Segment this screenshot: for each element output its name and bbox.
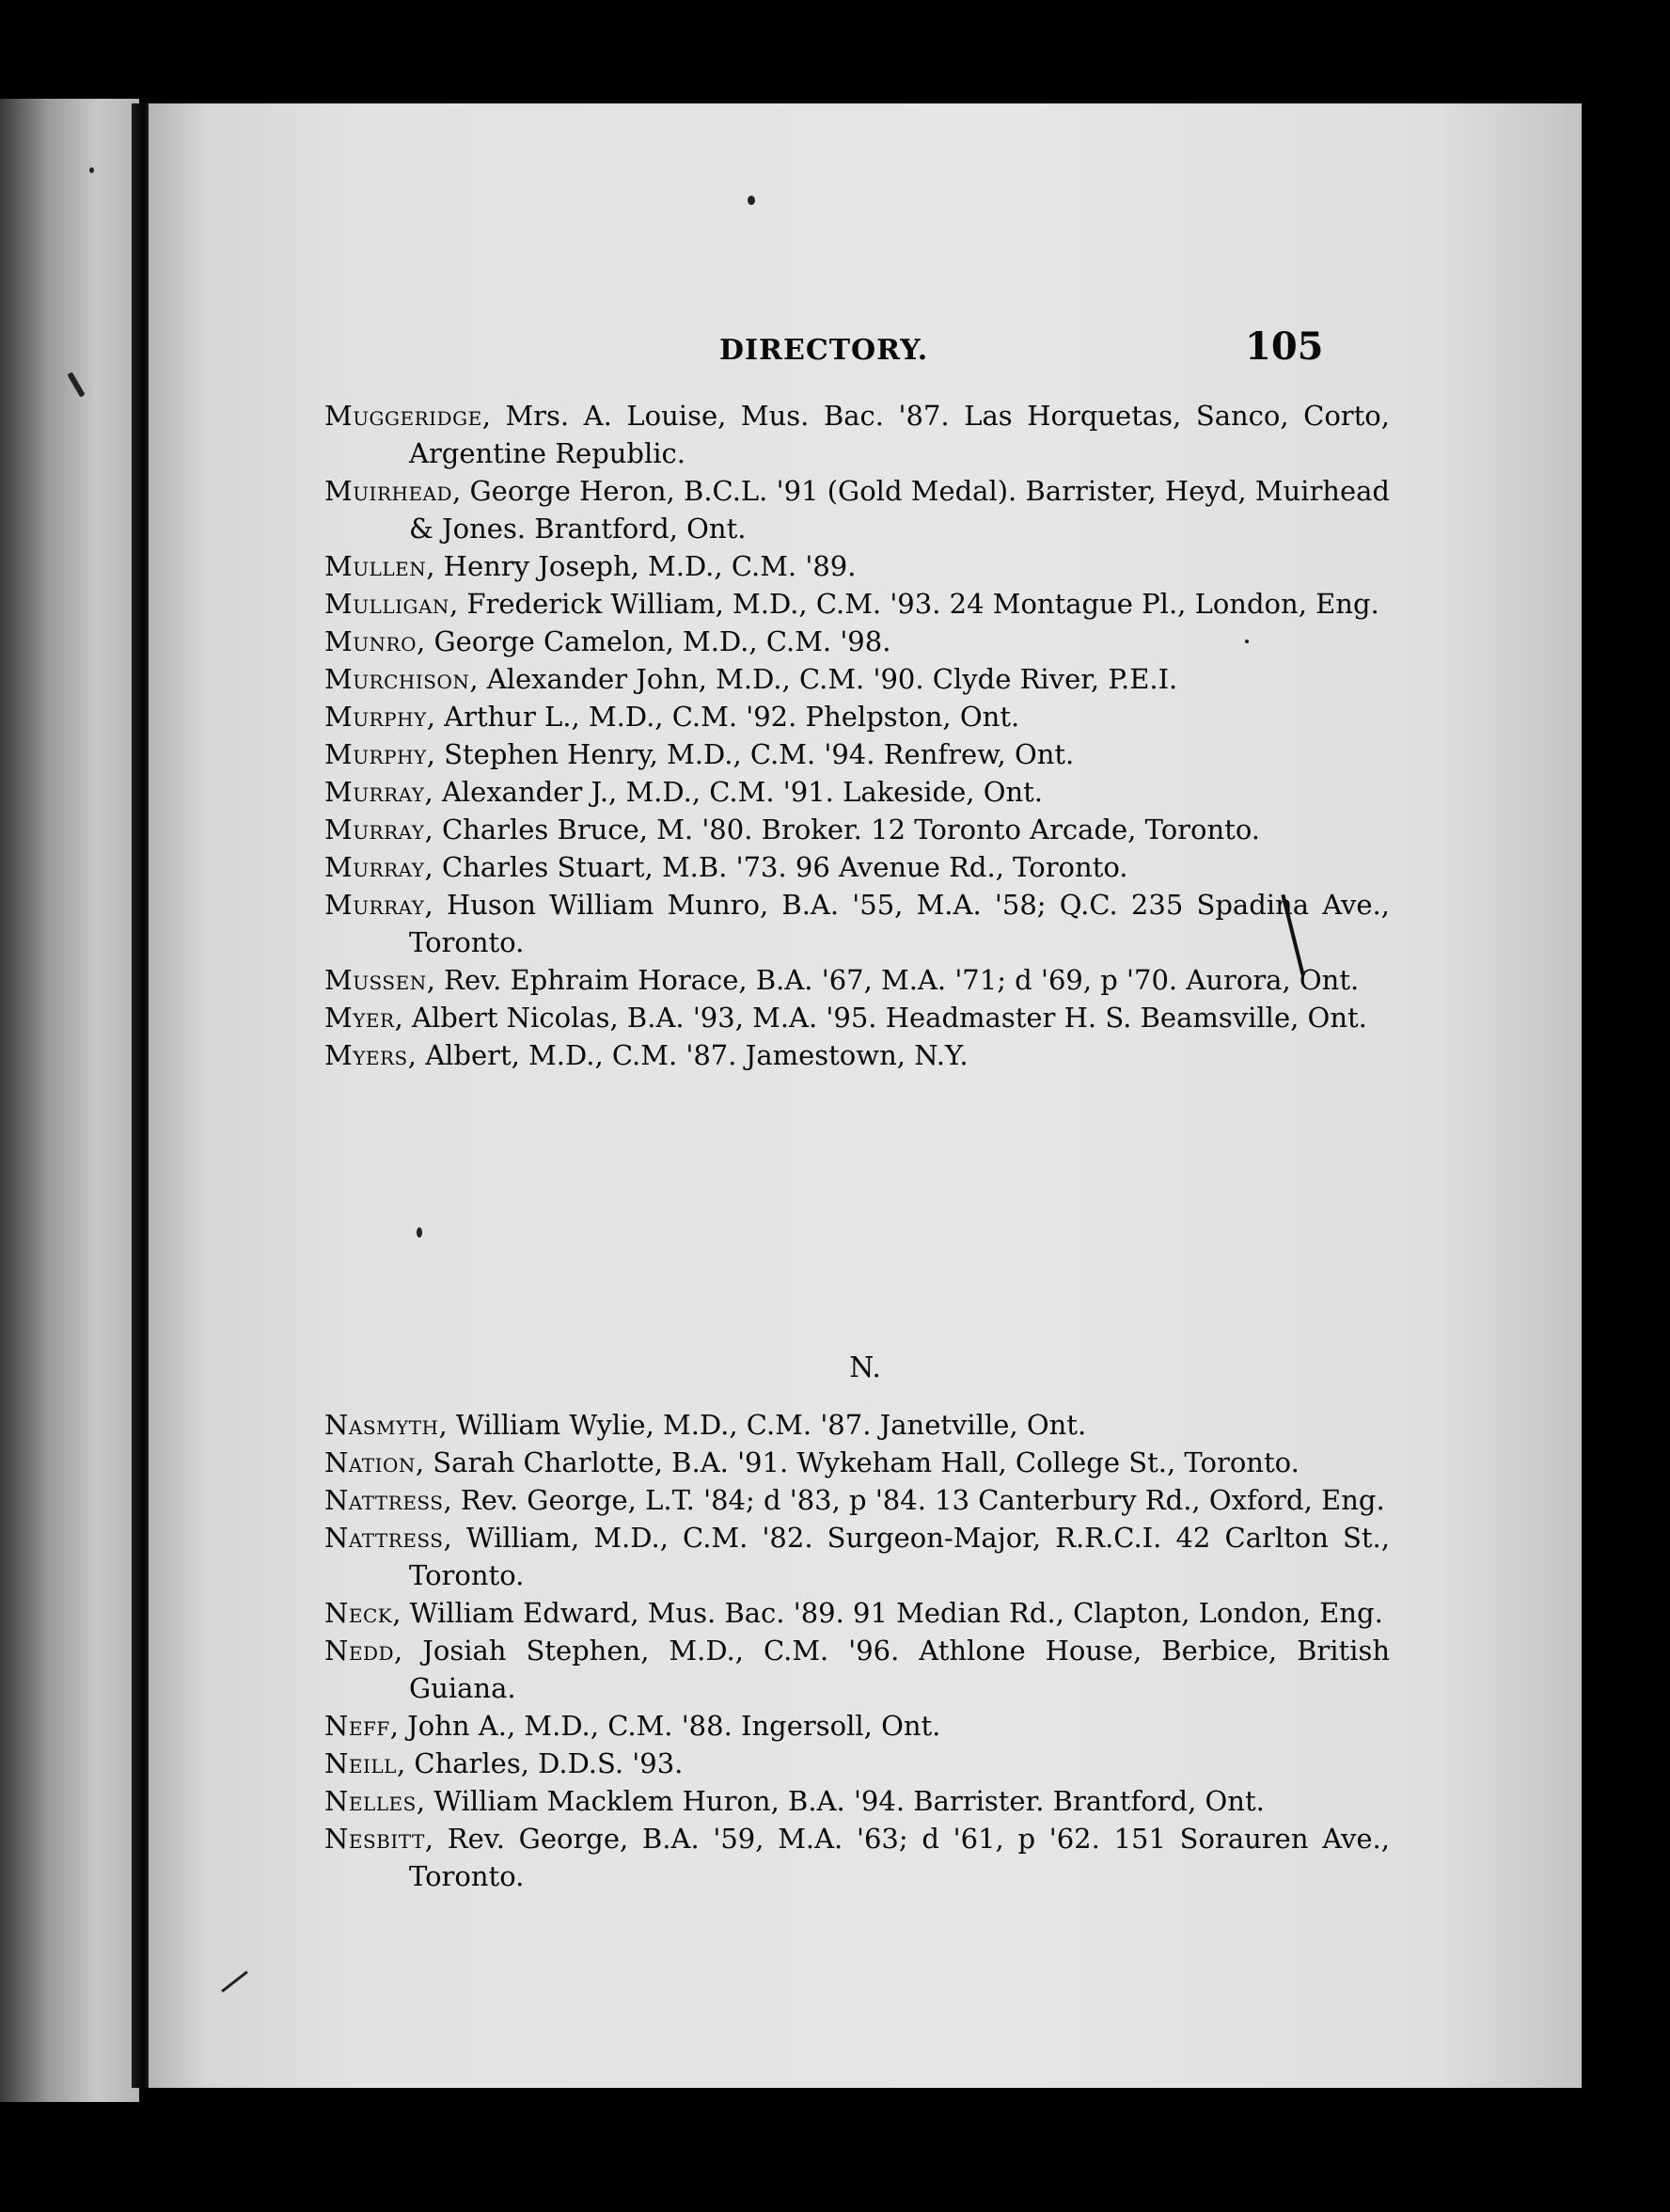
page-number: 105 bbox=[1245, 324, 1324, 369]
entry-details: , Arthur L., M.D., C.M. '92. Phelpston, Ont. bbox=[426, 701, 1020, 733]
directory-entry bbox=[324, 1820, 1390, 1895]
entry-surname: Nasmyth bbox=[324, 1409, 439, 1441]
directory-entry bbox=[324, 773, 1390, 811]
directory-entry bbox=[324, 397, 1390, 472]
directory-entry bbox=[324, 1707, 1390, 1745]
entry-surname: Myer bbox=[324, 1002, 395, 1034]
entry-details: , Mrs. A. Louise, Mus. Bac. '87. Las Horquetas, Sanco, Corto, Argentine Republic. bbox=[409, 400, 1390, 469]
entry-details: , William Edward, Mus. Bac. '89. 91 Median Rd., Clapton, London, Eng. bbox=[392, 1597, 1383, 1629]
entry-surname: Murphy bbox=[324, 738, 427, 770]
entry-details: , Henry Joseph, M.D., C.M. '89. bbox=[426, 550, 857, 582]
page-title: DIRECTORY. bbox=[719, 334, 929, 367]
directory-page bbox=[149, 103, 1582, 2088]
entry-surname: Murphy bbox=[324, 701, 427, 733]
entry-surname: Neill bbox=[324, 1747, 397, 1779]
directory-entry bbox=[324, 1594, 1390, 1632]
entry-surname: Mullen bbox=[324, 550, 427, 582]
entry-surname: Neff bbox=[324, 1710, 390, 1742]
directory-entry bbox=[324, 623, 1390, 660]
entry-details: , Charles Bruce, M. '80. Broker. 12 Toronto Arcade, Toronto. bbox=[424, 814, 1260, 845]
pencil-mark bbox=[221, 1970, 248, 1992]
entry-surname: Munro bbox=[324, 625, 418, 657]
entry-surname: Murray bbox=[324, 851, 425, 883]
entry-details: , Rev. Ephraim Horace, B.A. '67, M.A. '71; d '69, p '70. Aurora, Ont. bbox=[426, 964, 1360, 996]
entry-surname: Myers bbox=[324, 1039, 408, 1071]
directory-entry bbox=[324, 735, 1390, 773]
entry-surname: Nation bbox=[324, 1446, 416, 1478]
entry-details: , Albert Nicolas, B.A. '93, M.A. '95. Headmaster H. S. Beamsville, Ont. bbox=[394, 1002, 1367, 1034]
ink-speck bbox=[89, 167, 94, 173]
previous-page-edge bbox=[0, 99, 139, 2102]
ink-speck bbox=[1245, 640, 1249, 643]
entry-surname: Nedd bbox=[324, 1635, 395, 1667]
entry-details: , Albert, M.D., C.M. '87. Jamestown, N.Y. bbox=[407, 1039, 969, 1071]
directory-entry bbox=[324, 585, 1390, 623]
directory-entry bbox=[324, 1406, 1390, 1444]
directory-entry bbox=[324, 886, 1390, 961]
entry-details: , Sarah Charlotte, B.A. '91. Wykeham Hall, College St., Toronto. bbox=[415, 1446, 1300, 1478]
entry-surname: Murray bbox=[324, 776, 425, 808]
entry-surname: Muirhead bbox=[324, 475, 453, 507]
directory-entry bbox=[324, 1745, 1390, 1782]
entry-details: , George Heron, B.C.L. '91 (Gold Medal). Barrister, Heyd, Muirhead & Jones. Brantford, Ont. bbox=[409, 475, 1390, 545]
directory-entry bbox=[324, 698, 1390, 735]
entry-surname: Murchison bbox=[324, 663, 470, 695]
entries-list-n bbox=[149, 1406, 1582, 1895]
running-header bbox=[149, 324, 1582, 381]
entry-surname: Nelles bbox=[324, 1785, 417, 1817]
entry-surname: Nattress bbox=[324, 1522, 444, 1554]
entry-surname: Mulligan bbox=[324, 588, 449, 620]
entry-details: , Charles Stuart, M.B. '73. 96 Avenue Rd., Toronto. bbox=[424, 851, 1128, 883]
entry-details: , Josiah Stephen, M.D., C.M. '96. Athlone House, Berbice, British Guiana. bbox=[394, 1635, 1390, 1704]
entry-details: , William, M.D., C.M. '82. Surgeon-Major, R.R.C.I. 42 Carlton St., Toronto. bbox=[409, 1522, 1390, 1591]
entry-details: , Charles, D.D.S. '93. bbox=[396, 1747, 684, 1779]
directory-entry bbox=[324, 848, 1390, 886]
entry-surname: Muggeridge bbox=[324, 400, 482, 432]
entry-surname: Nesbitt bbox=[324, 1823, 425, 1855]
directory-entry bbox=[324, 1444, 1390, 1481]
entry-details: , William Wylie, M.D., C.M. '87. Janetville, Ont. bbox=[438, 1409, 1087, 1441]
directory-entry bbox=[324, 961, 1390, 999]
entry-surname: Neck bbox=[324, 1597, 393, 1629]
entry-details: , Rev. George, B.A. '59, M.A. '63; d '61, p '62. 151 Sorauren Ave., Toronto. bbox=[409, 1823, 1390, 1892]
section-heading-n: N. bbox=[849, 1351, 881, 1384]
directory-entry bbox=[324, 1036, 1390, 1074]
entry-details: , Alexander J., M.D., C.M. '91. Lakeside, Ont. bbox=[424, 776, 1044, 808]
directory-entry bbox=[324, 1519, 1390, 1594]
directory-entry bbox=[324, 1481, 1390, 1519]
entry-details: , Alexander John, M.D., C.M. '90. Clyde River, P.E.I. bbox=[469, 663, 1178, 695]
ink-speck bbox=[748, 196, 755, 205]
directory-entry bbox=[324, 547, 1390, 585]
directory-entry bbox=[324, 1632, 1390, 1707]
entry-details: , William Macklem Huron, B.A. '94. Barrister. Brantford, Ont. bbox=[416, 1785, 1265, 1817]
directory-entry bbox=[324, 999, 1390, 1036]
ink-speck bbox=[417, 1227, 422, 1238]
entry-surname: Murray bbox=[324, 814, 425, 845]
entries-list-m bbox=[149, 397, 1582, 1074]
entry-surname: Mussen bbox=[324, 964, 427, 996]
entry-details: , George Camelon, M.D., C.M. '98. bbox=[417, 625, 891, 657]
entry-details: , Huson William Munro, B.A. '55, M.A. '58; Q.C. 235 Spadina Ave., Toronto. bbox=[409, 889, 1390, 958]
entry-details: , John A., M.D., C.M. '88. Ingersoll, Ont. bbox=[389, 1710, 941, 1742]
directory-entry bbox=[324, 811, 1390, 848]
directory-entry bbox=[324, 660, 1390, 698]
entry-details: , Frederick William, M.D., C.M. '93. 24 Montague Pl., London, Eng. bbox=[449, 588, 1379, 620]
entry-surname: Nattress bbox=[324, 1484, 444, 1516]
entry-details: , Rev. George, L.T. '84; d '83, p '84. 13 Canterbury Rd., Oxford, Eng. bbox=[443, 1484, 1385, 1516]
directory-entry bbox=[324, 1782, 1390, 1820]
directory-entry bbox=[324, 472, 1390, 547]
entry-details: , Stephen Henry, M.D., C.M. '94. Renfrew, Ont. bbox=[426, 738, 1075, 770]
entry-surname: Murray bbox=[324, 889, 425, 921]
